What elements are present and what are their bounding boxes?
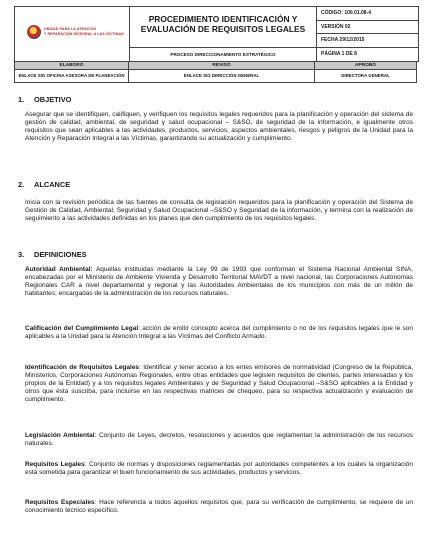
definition-text: : Conjunto de normas y disposiciones reglamentadas por autoridades competentes a los cuales la organización está sometida para garantizar el buen funcionamiento de sus actividades, productos y servicios.	[25, 461, 413, 477]
document-version: VERSIÓN 02	[317, 21, 418, 35]
entity-logo	[15, 7, 130, 61]
section-heading-alcance	[18, 180, 70, 189]
definition-term: Legislación Ambiental	[25, 432, 95, 439]
definition-term: Requisitos Especiales	[25, 499, 95, 506]
document-code: CÓDIGO: 100.01.08-4	[317, 7, 418, 21]
definition-term: Calificación del Cumplimiento Legal	[25, 325, 139, 332]
section-heading-objetivo	[18, 95, 71, 104]
document-metadata	[317, 7, 418, 61]
title-line-2: EVALUACIÓN DE REQUISITOS LEGALES	[140, 24, 306, 34]
value-reviso: ENLACE SIG DIRECCIÓN GENERAL	[129, 70, 315, 83]
header-title-cell	[130, 7, 317, 61]
header-aprobo: APROBÓ	[315, 62, 417, 70]
header-elaboro: ELABORÓ	[15, 62, 129, 70]
definition-calificacion	[25, 325, 413, 341]
header-reviso: REVISÓ	[129, 62, 315, 70]
approval-values-row	[15, 70, 417, 83]
definition-legislacion	[25, 432, 413, 448]
definition-text: : Identificar y tener acceso a los entes emisores de normatividad (Congreso de la República, Ministerios, Corporaciones Autónomas Regionales, entre otras entidades que legislen requisitos de clientes, partes interesadas y los propios de la Entidad) y a los requisitos legales Ambientales y de Seguridad y Salud Ocupacional –S&SO aplicables a la Entidad y otros que ésta suscriba, para incluirse en las respectivas matrices de chequeo, para su respectiva actualización y evaluación de cumplimiento.	[25, 364, 413, 404]
section-title: DEFINICIONES	[34, 250, 87, 259]
coat-of-arms-icon	[27, 25, 41, 39]
section-number: 2.	[18, 180, 25, 189]
document-title	[132, 14, 314, 34]
value-aprobo: DIRECTORA GENERAL	[315, 70, 417, 83]
section-number: 3.	[18, 250, 25, 259]
section-heading-definiciones	[18, 250, 87, 259]
document-date: FECHA 29/12/2015	[317, 34, 418, 48]
definition-text: : Conjunto de Leyes, decretos, resoluciones y acuerdos que reglamentan la administración de los recursos naturales.	[25, 432, 413, 448]
definition-identificacion	[25, 364, 413, 404]
value-elaboro: ENLACE SIG OFICINA ASESORA DE PLANEACIÓN	[15, 70, 129, 83]
definition-term: Identificación de Requisitos Legales	[25, 364, 140, 371]
definition-requisitos-legales	[25, 461, 413, 477]
definition-requisitos-especiales	[25, 499, 413, 515]
section-title: ALCANCE	[34, 180, 71, 189]
logo-text-1: UNIDAD PARA LA ATENCIÓN	[44, 27, 97, 31]
objetivo-text: Asegurar que se identifiquen, califiquen, y verifiquen los requisitos legales requeridos para la planificación y operación del sistema de gestión de calidad, ambiental, de seguridad y salud ocupacional – S&SO, de seguridad de la información, e igualmente otros requisitos que sean aplicables a las actividades, productos, servicios, aspectos ambientales, riesgos y peligros de la Unidad para la Atención y Reparación Integral a las Víctimas, garantizando su actualización y cumplimiento.	[25, 111, 413, 143]
title-line-1: PROCEDIMIENTO IDENTIFICACIÓN Y	[148, 14, 298, 24]
alcance-text: Inicia con la revisión periódica de las fuentes de consulta de legislación requeridos para la planificación y operación del Sistema de Gestión de Calidad, Ambiental, Seguridad y Salud Ocupacional –S&SO y Seguridad de la información, y termina con la realización de seguimiento a las actividades definidas en los planes que den cumplimiento de los requisitos legales.	[25, 199, 413, 223]
logo-text-2: Y REPARACIÓN INTEGRAL A LAS VÍCTIMAS	[44, 32, 124, 36]
definition-term: Autoridad Ambiental:	[25, 266, 93, 273]
definition-text: Aquellas instituidas mediante la Ley 99 de 1993 que conforman el Sistema Nacional Ambiental SINA, encabezadas por el Ministerio de Ambiente Vivienda y Desarrollo Territorial MAVDT a nivel nacional, las Corporaciones Autónomas Regionales CAR a nivel departamental y regional y las Autoridades Ambientales de los municipios con más de un millón de habitantes; encargadas de la administración de los recursos naturales.	[25, 266, 413, 298]
document-header	[14, 6, 419, 62]
definition-term: Requisitos Legales	[25, 461, 85, 468]
approval-header-row	[15, 62, 417, 70]
section-number: 1.	[18, 95, 25, 104]
section-title: OBJETIVO	[34, 95, 72, 104]
definition-text: : Hace referencia a todos aquellos requisitos que, para su verificación de cumplimiento, se requiere de un conocimiento técnico específico.	[25, 499, 414, 515]
page-number: PÁGINA 1 DE 8	[321, 50, 357, 57]
process-name: PROCESO DIRECCIONAMIENTO ESTRATÉGICO	[130, 47, 316, 61]
approval-table	[14, 61, 417, 83]
definition-autoridad-ambiental	[25, 266, 413, 298]
definition-text: : acción de emitir concepto acerca del cumplimiento o no de los requisitos legales que le son aplicables a la Unidad para la Atención Integral a las Víctimas del Conflicto Armado.	[25, 325, 413, 341]
